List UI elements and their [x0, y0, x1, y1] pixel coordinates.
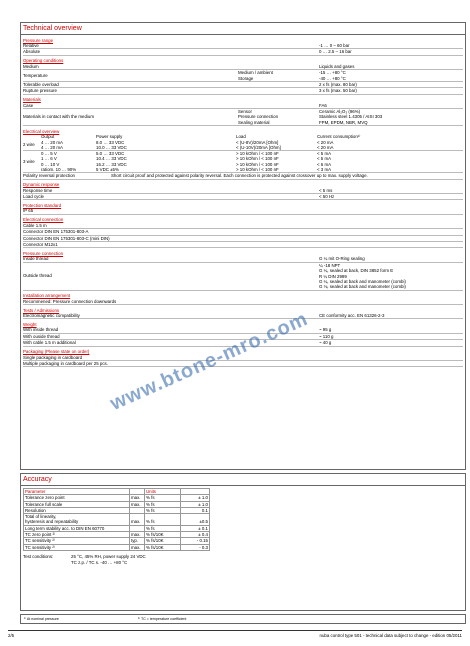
load-cell: < (U-8V)/20mA [Ohm]: [236, 139, 279, 145]
param-cell: Tolerance full scale: [24, 501, 130, 507]
spec-value: Liquids and gases: [319, 63, 355, 69]
output-cell: 4 … 20 mA: [41, 139, 63, 145]
qualifier-cell: max.: [130, 514, 145, 526]
spec-value: Short circuit proof and protected against polarity reversal. Each connection is protected against crossover up to max. supply voltage.: [111, 173, 368, 179]
spec-value: ~ 110 g: [319, 333, 334, 339]
output-cell: 0 … 5 V: [41, 151, 57, 157]
accuracy-table: [23, 488, 210, 551]
test-conditions-label: Test conditions:: [23, 553, 54, 559]
weight-title: Weight: [23, 322, 37, 328]
spec-value: ~ 95 g: [319, 327, 332, 333]
value-cell: - 0.3: [181, 544, 210, 550]
value-cell: ± 0.4: [181, 532, 210, 538]
spec-value: < 50 Hz: [319, 194, 335, 200]
spec-key: Multiple packaging in cardboard per 25 pcs.: [23, 361, 108, 366]
spec-value: 0 … 2.5 – 16 bar: [319, 49, 352, 55]
accuracy-panel: [20, 473, 466, 611]
qualifier-cell: max.: [130, 501, 145, 507]
load-cell: > 10 kOhm / < 100 nF: [236, 151, 279, 157]
load-cell: < (U-10V)/20mA [Ohm]: [236, 144, 281, 150]
spec-value: 2 x fs (max. 80 bar): [319, 81, 357, 87]
table-row: [24, 514, 210, 526]
value-cell: - 0.15: [181, 538, 210, 544]
load-cell: > 10 kOhm / < 100 nF: [236, 167, 279, 173]
param-cell: Long term stability acc. to DIN EN 60770: [24, 525, 130, 531]
table-row: [24, 544, 210, 550]
spec-value: CE conformity acc. EN 61326-2-3: [319, 313, 385, 319]
page-footer: [8, 630, 462, 638]
protection-title: Protection standard: [23, 203, 62, 209]
spec-value: FA6: [319, 102, 327, 108]
watermark: www.btone-mro.com: [106, 307, 312, 416]
param-cell: Total of linearity,: [25, 514, 57, 520]
current-cell: < 5 mA: [317, 156, 332, 162]
param-cell: TC sensitivity ²⁾: [24, 544, 130, 550]
spec-key: Medium: [23, 63, 39, 69]
supply-cell: 8.0 … 33 VDC: [96, 139, 125, 145]
section-title: Technical overview: [21, 23, 465, 35]
unit-cell: % fs/10K: [145, 532, 181, 538]
unit-header: Units: [145, 489, 181, 495]
spec-key: Case: [23, 102, 34, 108]
spec-value: -1 … 0 – 60 bar: [319, 42, 350, 48]
pressure-range-title: Pressure range: [23, 37, 54, 43]
spec-key: IP 65: [23, 208, 34, 214]
connection-title: Electrical connection: [23, 217, 64, 223]
spec-value: Ceramic Al₂O₃ (96%): [319, 109, 361, 115]
spec-key: Materials in contact with the medium: [23, 114, 95, 120]
spec-key: Absolute: [23, 49, 41, 55]
installation-title: Installation arrangement: [23, 293, 71, 299]
accuracy-title: Accuracy: [21, 474, 465, 486]
spec-value: 3 x fs (max. 50 bar): [319, 88, 357, 94]
unit-cell: % fs/10K: [145, 538, 181, 544]
spec-value: G ¼, sealed at back and manometer (combi): [319, 278, 406, 284]
spec-value: G ⅛, sealed at back and manometer (combi): [319, 284, 406, 290]
param-cell: Tolerance zero point: [24, 495, 130, 501]
test-conditions-line: TC z.p. / TC s. -40 … +80 °C: [71, 559, 128, 565]
value-cell: ±0.5: [181, 514, 210, 526]
spec-key: Temperature: [23, 72, 48, 78]
qualifier-cell: typ.: [130, 538, 145, 544]
spec-key: Connector DIN EN 175301-803-C (mini DIN): [23, 235, 110, 241]
col-header: Output: [41, 134, 55, 140]
unit-cell: % fs: [145, 525, 181, 531]
supply-cell: 5.0 … 33 VDC: [96, 151, 125, 157]
spec-key: With inside thread: [23, 327, 59, 333]
spec-sub: Pressure connection: [238, 114, 279, 120]
spec-sub: Medium / ambient: [238, 70, 273, 76]
col-header: Current consumption¹⁾: [317, 134, 361, 140]
wire-label: 3 wire: [23, 158, 35, 164]
unit-cell: % fs/10K: [145, 544, 181, 550]
test-conditions-line: 25 °C, 45% RH, power supply 24 VDC: [71, 553, 146, 559]
spec-key: Inside thread: [23, 256, 49, 262]
spec-value: -15 … +80 °C: [319, 70, 346, 76]
param-cell: hysteresis and repeatability: [25, 519, 79, 525]
dynamic-title: Dynamic response: [23, 182, 60, 188]
col-header: Power supply: [96, 134, 123, 140]
qualifier-cell: max.: [130, 495, 145, 501]
tests-title: Tests / Admissions: [23, 307, 60, 313]
param-header: Parameter: [24, 489, 130, 495]
spec-key: With cable 1.5 m additional: [23, 340, 76, 346]
spec-key: Connector DIN EN 175301-803-A: [23, 229, 89, 235]
supply-cell: 10.4 … 33 VDC: [96, 156, 127, 162]
value-cell: ± 1.0: [181, 501, 210, 507]
spec-key: Single packaging in cardboard: [23, 354, 83, 360]
electrical-title: Electrical overview: [23, 128, 60, 134]
unit-cell: % fs: [145, 501, 181, 507]
spec-key: Cable 1.5 m: [23, 222, 47, 228]
spec-key: Tolerable overload: [23, 81, 59, 87]
param-cell: Resolution: [24, 507, 130, 513]
output-cell: 1 … 6 V: [41, 156, 57, 162]
wire-label: 2 wire: [23, 142, 35, 148]
output-cell: 0 … 10 V: [41, 161, 60, 167]
load-cell: > 10 kOhm / < 100 nF: [236, 161, 279, 167]
param-cell: TC sensitivity ²⁾: [24, 538, 130, 544]
qualifier-cell: max.: [130, 544, 145, 550]
unit-cell: % fs: [145, 495, 181, 501]
materials-title: Materials: [23, 97, 41, 103]
supply-cell: 5 VDC ±5%: [96, 167, 119, 173]
current-cell: < 20 mA: [317, 144, 334, 150]
value-cell: 0.1: [181, 507, 210, 513]
spec-key: Relative: [23, 42, 39, 48]
supply-cell: 10.0 … 33 VDC: [96, 144, 127, 150]
spec-key: Response time: [23, 187, 53, 193]
technical-overview-panel: [20, 22, 466, 470]
current-cell: < 3 mA: [317, 167, 332, 173]
footnote: ¹⁾ At nominal pressure: [24, 617, 59, 621]
packaging-title: Packaging (Please state on order): [23, 349, 90, 355]
footnote-box: [20, 614, 466, 624]
col-header: Load: [236, 134, 246, 140]
spec-key: With ouside thread: [23, 333, 60, 339]
footnote: ²⁾ TC = temperature coefficient: [138, 617, 187, 621]
spec-value: R ¼ DIN 2999: [319, 273, 347, 279]
spec-value: < 5 ms: [319, 187, 333, 193]
operating-title: Operating conditions: [23, 58, 64, 64]
output-cell: ratiom. 10 … 90%: [41, 167, 77, 173]
spec-value: G ¼ mit O-Ring sealing: [319, 256, 365, 262]
load-cell: > 10 kOhm / < 100 nF: [236, 156, 279, 162]
spec-key: Connector M12x1: [23, 242, 58, 247]
spec-key: Recommened: Pressure connection downwards: [23, 298, 117, 304]
spec-key: Electromagnetic compatibility: [23, 313, 80, 319]
value-cell: ± 1.0: [181, 495, 210, 501]
spec-sub: Sensor: [238, 109, 252, 115]
spec-value: ¼ -18 NPT: [319, 262, 341, 268]
current-cell: < 20 mA: [317, 139, 334, 145]
spec-value: ~ 40 g: [319, 340, 332, 346]
spec-value: Stainless steel 1.4305 / AISI 303: [319, 114, 383, 120]
spec-key: Load cycle: [23, 194, 44, 200]
unit-cell: % fs: [145, 507, 181, 513]
spec-value: -40 … +80 °C: [319, 75, 346, 81]
spec-key: Rupture pressure: [23, 88, 57, 94]
qualifier-cell: max.: [130, 532, 145, 538]
spec-key: Polarity reversal protection: [23, 173, 75, 179]
spec-key: Outside thread: [23, 273, 52, 279]
output-cell: 4 … 20 mA: [41, 144, 63, 150]
pressure-connection-title: Pressure connection: [23, 250, 64, 256]
footer-text: nuba control type 501 - technical data subject to change - edition 05/2011: [319, 633, 462, 638]
page-number: 2/5: [8, 633, 15, 638]
current-cell: < 5 mA: [317, 151, 332, 157]
unit-cell: % fs: [145, 514, 181, 526]
spec-value: G ¼, sealed at back, DIN 3852 form E: [319, 268, 394, 274]
spec-sub: Storage: [238, 75, 254, 81]
supply-cell: 16.2 … 33 VDC: [96, 161, 127, 167]
value-cell: ± 0.1: [181, 525, 210, 531]
param-cell: TC zero point ²⁾: [24, 532, 130, 538]
current-cell: < 6 mA: [317, 161, 332, 167]
spec-sub: Sealing material: [238, 119, 270, 125]
spec-value: FPM, EPDM, NBR, MVQ: [319, 119, 368, 125]
